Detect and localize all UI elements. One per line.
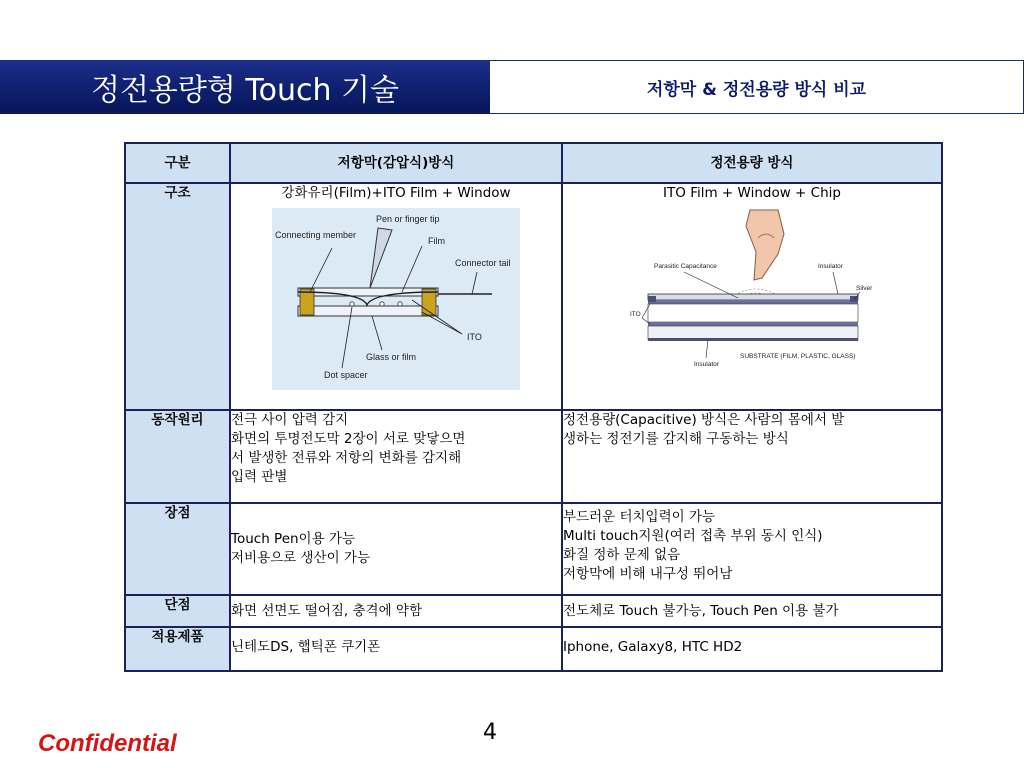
label-ito-capacitive: ITO xyxy=(630,311,641,318)
slide-subtitle: 저항막 & 정전용량 방식 비교 xyxy=(490,60,1024,114)
table-header-row xyxy=(125,143,942,183)
label-film: Film xyxy=(428,236,445,246)
products-resistive-cell xyxy=(230,627,562,671)
principle-capacitive-line: 생하는 정전기를 감지해 구동하는 방식 xyxy=(563,431,789,447)
advantages-resistive-cell xyxy=(230,503,562,595)
table-row-advantages xyxy=(125,503,942,595)
confidential-label: Confidential xyxy=(38,730,177,757)
products-resistive-line: 닌테도DS, 햅틱폰 쿠기폰 xyxy=(231,639,381,655)
table-row-principle xyxy=(125,410,942,503)
structure-resistive-caption: 강화유리(Film)+ITO Film + Window xyxy=(281,185,511,201)
row-label-disadvantages: 단점 xyxy=(125,595,230,627)
label-insulator-top: Insulator xyxy=(818,263,843,270)
label-insulator-bottom: Insulator xyxy=(694,361,719,368)
comparison-table xyxy=(124,142,943,672)
principle-resistive-line: 입력 판별 xyxy=(231,469,288,485)
table-row-structure xyxy=(125,183,942,410)
principle-resistive-line: 전극 사이 압력 감지 xyxy=(231,412,349,428)
structure-resistive-cell xyxy=(230,183,562,410)
principle-resistive-line: 화면의 투명전도막 2장이 서로 맞닿으면 xyxy=(231,431,466,447)
label-dot-spacer: Dot spacer xyxy=(324,370,368,380)
disadvantages-capacitive-line: 전도체로 Touch 불가능, Touch Pen 이용 불가 xyxy=(563,602,839,619)
resistive-structure-diagram xyxy=(272,208,520,390)
advantages-resistive-line: Touch Pen이용 가능 xyxy=(231,531,356,547)
products-capacitive-cell xyxy=(562,627,942,671)
capacitive-structure-diagram xyxy=(628,208,876,390)
disadvantages-capacitive-cell xyxy=(562,595,942,627)
row-label-structure: 구조 xyxy=(125,183,230,410)
advantages-capacitive-cell xyxy=(562,503,942,595)
slide-title: 정전용량형 Touch 기술 xyxy=(0,60,490,114)
disadvantages-resistive-line: 화면 선면도 떨어짐, 충격에 약함 xyxy=(231,602,422,619)
label-substrate: SUBSTRATE (FILM, PLASTIC, GLASS) xyxy=(740,353,856,360)
row-label-principle: 동작원리 xyxy=(125,410,230,503)
advantages-capacitive-line: 부드러운 터치입력이 가능 xyxy=(563,509,716,525)
products-capacitive-line: Iphone, Galaxy8, HTC HD2 xyxy=(563,639,743,655)
label-connector-tail: Connector tail xyxy=(455,258,511,268)
advantages-capacitive-line: 저항막에 비해 내구성 뛰어남 xyxy=(563,566,733,582)
row-label-products: 적용제품 xyxy=(125,627,230,671)
header-resistive: 저항막(감압식)방식 xyxy=(230,143,562,183)
structure-capacitive-cell xyxy=(562,183,942,410)
principle-capacitive-cell xyxy=(562,410,942,503)
table-row-disadvantages xyxy=(125,595,942,627)
label-parasitic-capacitance: Parasitic Capacitance xyxy=(654,263,717,270)
principle-resistive-cell xyxy=(230,410,562,503)
principle-resistive-line: 서 발생한 전류와 저항의 변화를 감지해 xyxy=(231,450,462,466)
table-row-products xyxy=(125,627,942,671)
label-ito: ITO xyxy=(467,332,482,342)
header-category: 구분 xyxy=(125,143,230,183)
row-label-advantages: 장점 xyxy=(125,503,230,595)
advantages-capacitive-line: 화질 정하 문제 없음 xyxy=(563,547,681,563)
page-number: 4 xyxy=(483,720,497,745)
header-capacitive: 정전용량 방식 xyxy=(562,143,942,183)
label-silver: Silver xyxy=(856,285,873,292)
disadvantages-resistive-cell xyxy=(230,595,562,627)
label-pen: Pen or finger tip xyxy=(376,214,440,224)
structure-capacitive-caption: ITO Film + Window + Chip xyxy=(663,185,841,201)
label-glass-film: Glass or film xyxy=(366,352,417,362)
principle-capacitive-line: 정전용량(Capacitive) 방식은 사람의 몸에서 발 xyxy=(563,412,845,428)
advantages-capacitive-line: Multi touch지원(여러 접촉 부위 동시 인식) xyxy=(563,528,823,544)
advantages-resistive-line: 저비용으로 생산이 가능 xyxy=(231,550,370,566)
label-connecting-member: Connecting member xyxy=(275,230,357,240)
